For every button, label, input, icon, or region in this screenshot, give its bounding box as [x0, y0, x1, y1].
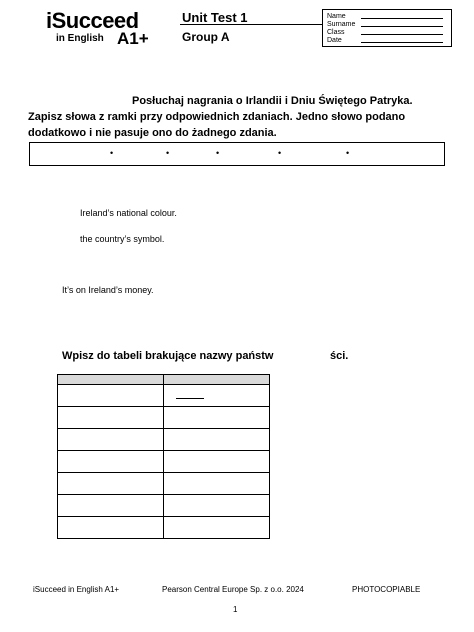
name-field[interactable]	[361, 18, 443, 19]
logo-level: A1+	[117, 29, 149, 48]
table-cell[interactable]	[164, 451, 270, 473]
sentence-2: the country’s symbol.	[80, 234, 165, 244]
word-bullet: •	[346, 148, 350, 158]
word-bullet: •	[110, 148, 114, 158]
word-bullet: •	[278, 148, 282, 158]
unit-title: Unit Test 1	[182, 10, 248, 25]
class-label: Class	[327, 29, 345, 36]
table-cell	[58, 385, 164, 407]
table-row	[58, 451, 270, 473]
table-cell[interactable]	[164, 473, 270, 495]
task1-instruction	[28, 93, 428, 141]
task1-line-2: Zapisz słowa z ramki przy odpowiednich zdaniach. Jedno słowo podano	[28, 111, 406, 123]
task1-line-3: dodatkowo i nie pasuje ono do żadnego zdania.	[28, 127, 277, 139]
surname-field[interactable]	[361, 26, 443, 27]
table-row	[58, 517, 270, 539]
surname-label: Surname	[327, 21, 356, 28]
task2-instruction: Wpisz do tabeli brakujące nazwy państw	[62, 350, 274, 362]
logo-subtitle: in English	[56, 33, 104, 44]
table-header-cell	[58, 375, 164, 385]
table-cell[interactable]	[58, 451, 164, 473]
table-cell[interactable]	[164, 385, 270, 407]
table-cell[interactable]	[164, 517, 270, 539]
table-cell[interactable]	[58, 407, 164, 429]
footer-left: iSucceed in English A1+	[33, 585, 120, 594]
example-answer-line	[176, 398, 204, 399]
table-cell[interactable]	[164, 495, 270, 517]
table-cell[interactable]	[58, 517, 164, 539]
table-header-cell	[164, 375, 270, 385]
footer-center: Pearson Central Europe Sp. z o.o. 2024	[162, 585, 304, 594]
date-field[interactable]	[361, 42, 443, 43]
word-box	[29, 142, 445, 166]
name-label: Name	[327, 13, 346, 20]
table-header-row	[58, 375, 270, 385]
table-row	[58, 473, 270, 495]
group-title: Group A	[182, 30, 230, 44]
countries-table	[57, 374, 270, 539]
table-row	[58, 407, 270, 429]
page-number: 1	[233, 605, 238, 614]
class-field[interactable]	[361, 34, 443, 35]
table-cell[interactable]	[58, 429, 164, 451]
word-bullet: •	[166, 148, 170, 158]
table-cell[interactable]	[164, 429, 270, 451]
student-info-box	[322, 9, 452, 47]
table-cell[interactable]	[164, 407, 270, 429]
table-row	[58, 429, 270, 451]
task1-line-1: Posłuchaj nagrania o Irlandii i Dniu Świętego Patryka.	[132, 95, 413, 107]
table-row	[58, 495, 270, 517]
header-divider	[180, 24, 322, 25]
logo-brand: iSucceed	[46, 8, 139, 33]
sentence-1: Ireland’s national colour.	[80, 208, 177, 218]
date-label: Date	[327, 37, 342, 44]
word-bullet: •	[216, 148, 220, 158]
sentence-3: It’s on Ireland’s money.	[62, 285, 154, 295]
table-cell[interactable]	[58, 495, 164, 517]
table-row	[58, 385, 270, 407]
footer-right: PHOTOCOPIABLE	[352, 585, 421, 594]
task2-instruction-end: ści.	[330, 350, 349, 362]
table-cell[interactable]	[58, 473, 164, 495]
